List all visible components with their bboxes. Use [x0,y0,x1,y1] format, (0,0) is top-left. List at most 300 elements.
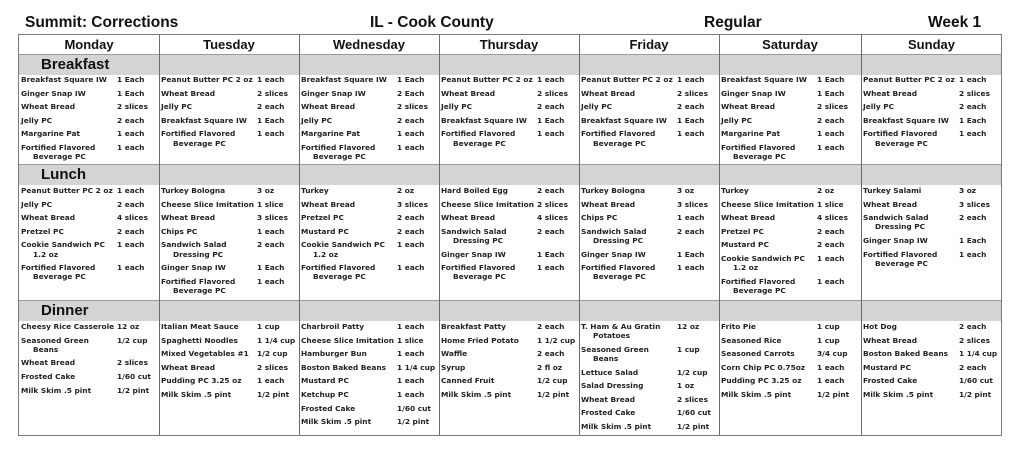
item-name [21,186,117,195]
item-name-line: Pretzel PC [721,226,764,236]
menu-item [441,186,577,195]
menu-item [21,386,157,395]
item-name [301,129,397,138]
item-quantity: 2 oz [397,186,415,195]
menu-item [21,116,157,125]
item-quantity: 2 each [257,102,285,112]
item-name-line: Fortified Flavored [21,142,96,152]
item-name-continued: Beverage PC [173,285,226,295]
item-name-line: Margarine Pat [301,129,361,139]
item-name-line: Wheat Bread [863,199,918,209]
menu-item [161,213,297,222]
item-quantity: 2 each [537,102,565,112]
item-name [21,386,117,395]
item-name-line: Sandwich Salad [581,226,647,236]
item-quantity: 2 each [959,213,987,223]
item-name-line: T. Ham & Au Gratin [581,322,661,331]
item-name-continued: Beverage PC [33,152,86,162]
item-name-continued: Dressing PC [453,235,504,245]
item-name-line: Wheat Bread [581,394,636,404]
item-quantity: 1 oz [677,381,695,391]
item-name [301,363,397,372]
item-name-line: Hard Boiled Egg [441,186,508,195]
item-name [581,102,677,111]
item-quantity: 1 each [397,263,425,273]
column-divider [439,35,440,435]
menu-cell [581,186,717,286]
item-name [581,200,677,209]
item-name-line: Breakfast Square IW [581,115,667,125]
item-quantity: 2 slices [817,102,848,112]
menu-item [721,254,857,272]
menu-item [581,408,717,417]
item-name [301,143,397,161]
menu-item [301,417,437,426]
item-name [21,336,117,354]
menu-cell [863,75,999,152]
item-name-continued: Beans [33,344,59,354]
item-name [721,102,817,111]
item-name [161,75,257,84]
item-name-line: Mustard PC [721,240,769,250]
item-name [581,345,677,363]
item-name-continued: Beverage PC [33,272,86,282]
item-quantity: 1 cup [677,344,700,354]
item-name-line: Wheat Bread [21,358,76,368]
item-name [581,381,677,390]
item-name-continued: Beverage PC [875,138,928,148]
item-name [161,186,257,195]
item-name-line: Breakfast Square IW [863,115,949,125]
item-name [161,227,257,236]
item-name-line: Fortified Flavored [581,263,656,273]
menu-cell [863,186,999,272]
item-quantity: 1 each [397,322,425,331]
item-quantity: 1 slice [817,199,844,209]
menu-item [581,395,717,404]
menu-item [441,322,577,331]
item-name [161,200,257,209]
item-name-line: Ginger Snap IW [21,88,86,98]
item-name-line: Mustard PC [301,226,349,236]
item-quantity: 3 slices [397,199,428,209]
menu-item [441,116,577,125]
item-name [721,186,817,195]
item-name-line: Turkey [301,186,329,195]
item-name [21,129,117,138]
item-name-line: Seasoned Green [21,335,89,345]
item-quantity: 2 each [959,362,987,372]
menu-item [161,116,297,125]
menu-item [721,277,857,295]
item-name-line: Ginger Snap IW [721,88,786,98]
item-name-line: Wheat Bread [863,335,918,345]
item-quantity: 1 each [677,75,705,84]
item-name-continued: Dressing PC [173,249,224,259]
item-name [21,200,117,209]
item-name-line: Cookie Sandwich PC [721,253,805,263]
item-quantity: 2 each [537,349,565,359]
menu-item [581,227,717,245]
item-name [863,376,959,385]
menu-item [21,186,157,195]
item-name [581,368,677,377]
item-name [441,390,537,399]
item-quantity: 2 each [537,322,565,331]
item-name [581,75,677,84]
item-quantity: 3 slices [677,199,708,209]
diet-title: Regular [704,14,762,31]
item-name-line: Jelly PC [721,115,753,125]
menu-cell [721,186,857,300]
menu-item [441,376,577,385]
item-name [301,102,397,111]
menu-item [721,376,857,385]
item-name-line: Milk Skim .5 pint [581,421,652,431]
menu-item [161,227,297,236]
item-quantity: 1 slice [397,335,424,345]
menu-item [301,390,437,399]
item-name-line: Fortified Flavored [161,276,236,286]
item-name [863,89,959,98]
item-name-line: Wheat Bread [161,88,216,98]
item-quantity: 1/60 cut [677,408,711,418]
item-name [301,404,397,413]
menu-item [21,240,157,258]
menu-item [21,89,157,98]
menu-item [721,240,857,249]
menu-item [21,213,157,222]
item-name-line: Turkey [721,186,749,195]
item-quantity: 1 Each [257,115,285,125]
day-header-tuesday: Tuesday [203,37,255,52]
item-name-line: Ginger Snap IW [161,263,226,273]
item-name [161,376,257,385]
item-name-line: Cheesy Rice Casserole [21,322,115,331]
menu-item [441,227,577,245]
menu-item [863,213,999,231]
item-quantity: 1 Each [537,249,565,259]
menu-cell [21,322,157,399]
menu-item [301,75,437,84]
item-quantity: 2 slices [537,88,568,98]
item-name [161,213,257,222]
menu-item [721,349,857,358]
item-quantity: 1/2 pint [397,417,430,427]
menu-cell [21,186,157,286]
item-name [301,227,397,236]
item-quantity: 1 cup [257,322,280,331]
item-quantity: 1 each [959,129,987,139]
item-name [581,116,677,125]
item-name-line: Mustard PC [863,362,911,372]
item-name [441,186,537,195]
menu-item [863,250,999,268]
item-quantity: 1 Each [537,115,565,125]
item-name-line: Seasoned Green [581,344,649,354]
item-name-line: Pretzel PC [301,213,344,223]
menu-item [721,200,857,209]
item-quantity: 4 slices [817,213,848,223]
item-name-continued: Beans [593,354,619,363]
item-name [863,75,959,84]
item-name [161,102,257,111]
menu-item [721,116,857,125]
item-quantity: 1/60 cut [959,376,993,386]
item-name-line: Breakfast Patty [441,322,506,331]
item-name-line: Wheat Bread [441,213,496,223]
item-name-line: Wheat Bread [301,199,356,209]
menu-item [161,89,297,98]
item-name [863,336,959,345]
item-name [441,227,537,245]
menu-item [441,102,577,111]
item-name-continued: 1.2 oz [313,249,339,259]
item-name [581,227,677,245]
day-header-friday: Friday [629,37,669,52]
item-name-line: Chips PC [161,226,198,236]
item-name-line: Margarine Pat [721,129,781,139]
item-name [301,186,397,195]
item-quantity: 1 each [817,142,845,152]
item-quantity: 1 each [117,186,145,195]
menu-item [161,376,297,385]
item-quantity: 12 oz [117,322,140,331]
menu-item [21,227,157,236]
item-name-line: Seasoned Carrots [721,349,795,359]
item-name-continued: Beverage PC [453,138,506,148]
item-quantity: 1/2 pint [817,389,850,399]
item-name-line: Frosted Cake [581,408,636,418]
item-name-line: Lettuce Salad [581,367,639,377]
item-quantity: 1 each [817,276,845,286]
item-name [863,349,959,358]
day-header-monday: Monday [64,37,114,52]
menu-item [21,129,157,138]
item-name [21,322,117,331]
item-quantity: 1/60 cut [117,371,151,381]
menu-item [721,336,857,345]
item-quantity: 4 slices [537,213,568,223]
item-name [721,277,817,295]
item-quantity: 2 each [117,199,145,209]
item-name-line: Milk Skim .5 pint [441,389,512,399]
item-quantity: 1 1/4 cup [257,335,296,345]
item-name-line: Breakfast Square IW [721,75,807,84]
item-quantity: 1/2 pint [117,385,150,395]
item-name [721,390,817,399]
item-name-line: Jelly PC [161,102,193,112]
item-name [301,336,397,345]
item-name-line: Syrup [441,362,466,372]
item-name-line: Wheat Bread [161,213,216,223]
menu-item [581,129,717,147]
meal-bar-dinner [19,300,1001,321]
menu-item [161,75,297,84]
item-name-continued: Beverage PC [593,272,646,282]
item-name-line: Fortified Flavored [441,129,516,139]
item-name [161,349,257,358]
column-divider [861,35,862,435]
menu-item [441,75,577,84]
menu-item [581,322,717,340]
item-quantity: 1 each [397,389,425,399]
item-quantity: 1 Each [817,88,845,98]
menu-item [863,363,999,372]
menu-item [301,336,437,345]
menu-item [721,89,857,98]
menu-item [161,102,297,111]
item-quantity: 2 each [959,322,987,331]
item-quantity: 2 slices [257,88,288,98]
item-name-line: Wheat Bread [301,102,356,112]
item-name [863,116,959,125]
menu-item [721,186,857,195]
item-name [301,75,397,84]
item-quantity: 2 slices [257,362,288,372]
item-name-line: Frito Pie [721,322,756,331]
item-name-line: Peanut Butter PC 2 oz [21,186,113,195]
item-quantity: 2 each [677,226,705,236]
item-name [161,129,257,147]
menu-item [301,129,437,138]
item-quantity: 1 Each [959,235,987,245]
menu-item [301,240,437,258]
item-name-line: Fortified Flavored [301,142,376,152]
item-name [161,263,257,272]
item-name [721,89,817,98]
menu-item [301,404,437,413]
item-name [21,102,117,111]
menu-item [301,213,437,222]
item-name [721,213,817,222]
item-name [721,336,817,345]
menu-item [721,102,857,111]
item-name-continued: Beverage PC [173,138,226,148]
menu-item [721,322,857,331]
menu-item [863,89,999,98]
item-name-line: Wheat Bread [581,88,636,98]
item-name-line: Hamburger Bun [301,349,367,359]
menu-item [581,213,717,222]
menu-item [161,277,297,295]
menu-item [581,186,717,195]
menu-item [581,263,717,281]
item-quantity: 1 each [117,129,145,139]
item-name-continued: 1.2 oz [33,249,59,259]
item-name-line: Sandwich Salad [441,226,507,236]
item-name-line: Spaghetti Noodles [161,335,238,345]
menu-item [721,213,857,222]
menu-item [863,322,999,331]
item-name [441,129,537,147]
meal-bar-breakfast [19,54,1001,75]
item-quantity: 2 slices [117,102,148,112]
item-name-line: Jelly PC [863,102,895,112]
item-name-line: Milk Skim .5 pint [721,389,792,399]
item-name [721,376,817,385]
facility-title: Summit: Corrections [25,14,179,31]
item-name [441,102,537,111]
menu-item [441,200,577,209]
menu-item [161,363,297,372]
item-name-line: Italian Meat Sauce [161,322,239,331]
item-name [161,336,257,345]
item-name-line: Cheese Slice Imitation [721,199,814,209]
item-name-line: Cookie Sandwich PC [21,240,105,250]
item-quantity: 1 each [677,213,705,223]
menu-item [581,422,717,431]
item-name [161,240,257,258]
item-name-line: Pretzel PC [21,226,64,236]
item-quantity: 2 each [397,226,425,236]
menu-item [441,363,577,372]
meal-bar-lunch [19,164,1001,185]
item-name [161,322,257,331]
item-name-line: Fortified Flavored [161,129,236,139]
item-name-line: Breakfast Square IW [301,75,387,84]
menu-item [301,376,437,385]
location-title: IL - Cook County [370,14,494,31]
item-name [301,349,397,358]
item-quantity: 1 each [959,75,987,84]
menu-item [301,186,437,195]
item-name-line: Canned Fruit [441,376,495,386]
item-name [863,236,959,245]
item-name [581,129,677,147]
item-quantity: 1/2 cup [537,376,568,386]
item-name [721,143,817,161]
item-quantity: 1 each [257,276,285,286]
item-quantity: 1 Each [677,249,705,259]
item-name-line: Sandwich Salad [161,240,227,250]
item-name [581,395,677,404]
item-quantity: 2 slices [537,199,568,209]
item-name-line: Jelly PC [301,115,333,125]
menu-cell [863,322,999,404]
item-name [863,102,959,111]
item-name-line: Wheat Bread [21,213,76,223]
item-quantity: 1 each [397,142,425,152]
item-name [721,116,817,125]
item-quantity: 2 each [397,115,425,125]
item-name-line: Pudding PC 3.25 oz [161,376,242,386]
item-name [21,75,117,84]
item-name [721,240,817,249]
menu-cell [21,75,157,166]
item-name [441,376,537,385]
item-name [441,116,537,125]
item-name-continued: Beverage PC [733,285,786,295]
item-name-line: Waffle [441,349,468,359]
menu-item [161,186,297,195]
item-name-line: Fortified Flavored [721,142,796,152]
item-name-line: Jelly PC [581,102,613,112]
item-quantity: 1 1/2 cup [537,335,576,345]
item-name-line: Mixed Vegetables #1 [161,349,249,359]
item-name [301,417,397,426]
item-name [721,254,817,272]
item-name [441,89,537,98]
menu-item [21,322,157,331]
item-name [441,322,537,331]
item-quantity: 2 each [817,115,845,125]
item-name-line: Jelly PC [21,199,53,209]
menu-cell [441,322,577,404]
item-quantity: 3 slices [959,199,990,209]
menu-item [301,116,437,125]
menu-item [21,336,157,354]
